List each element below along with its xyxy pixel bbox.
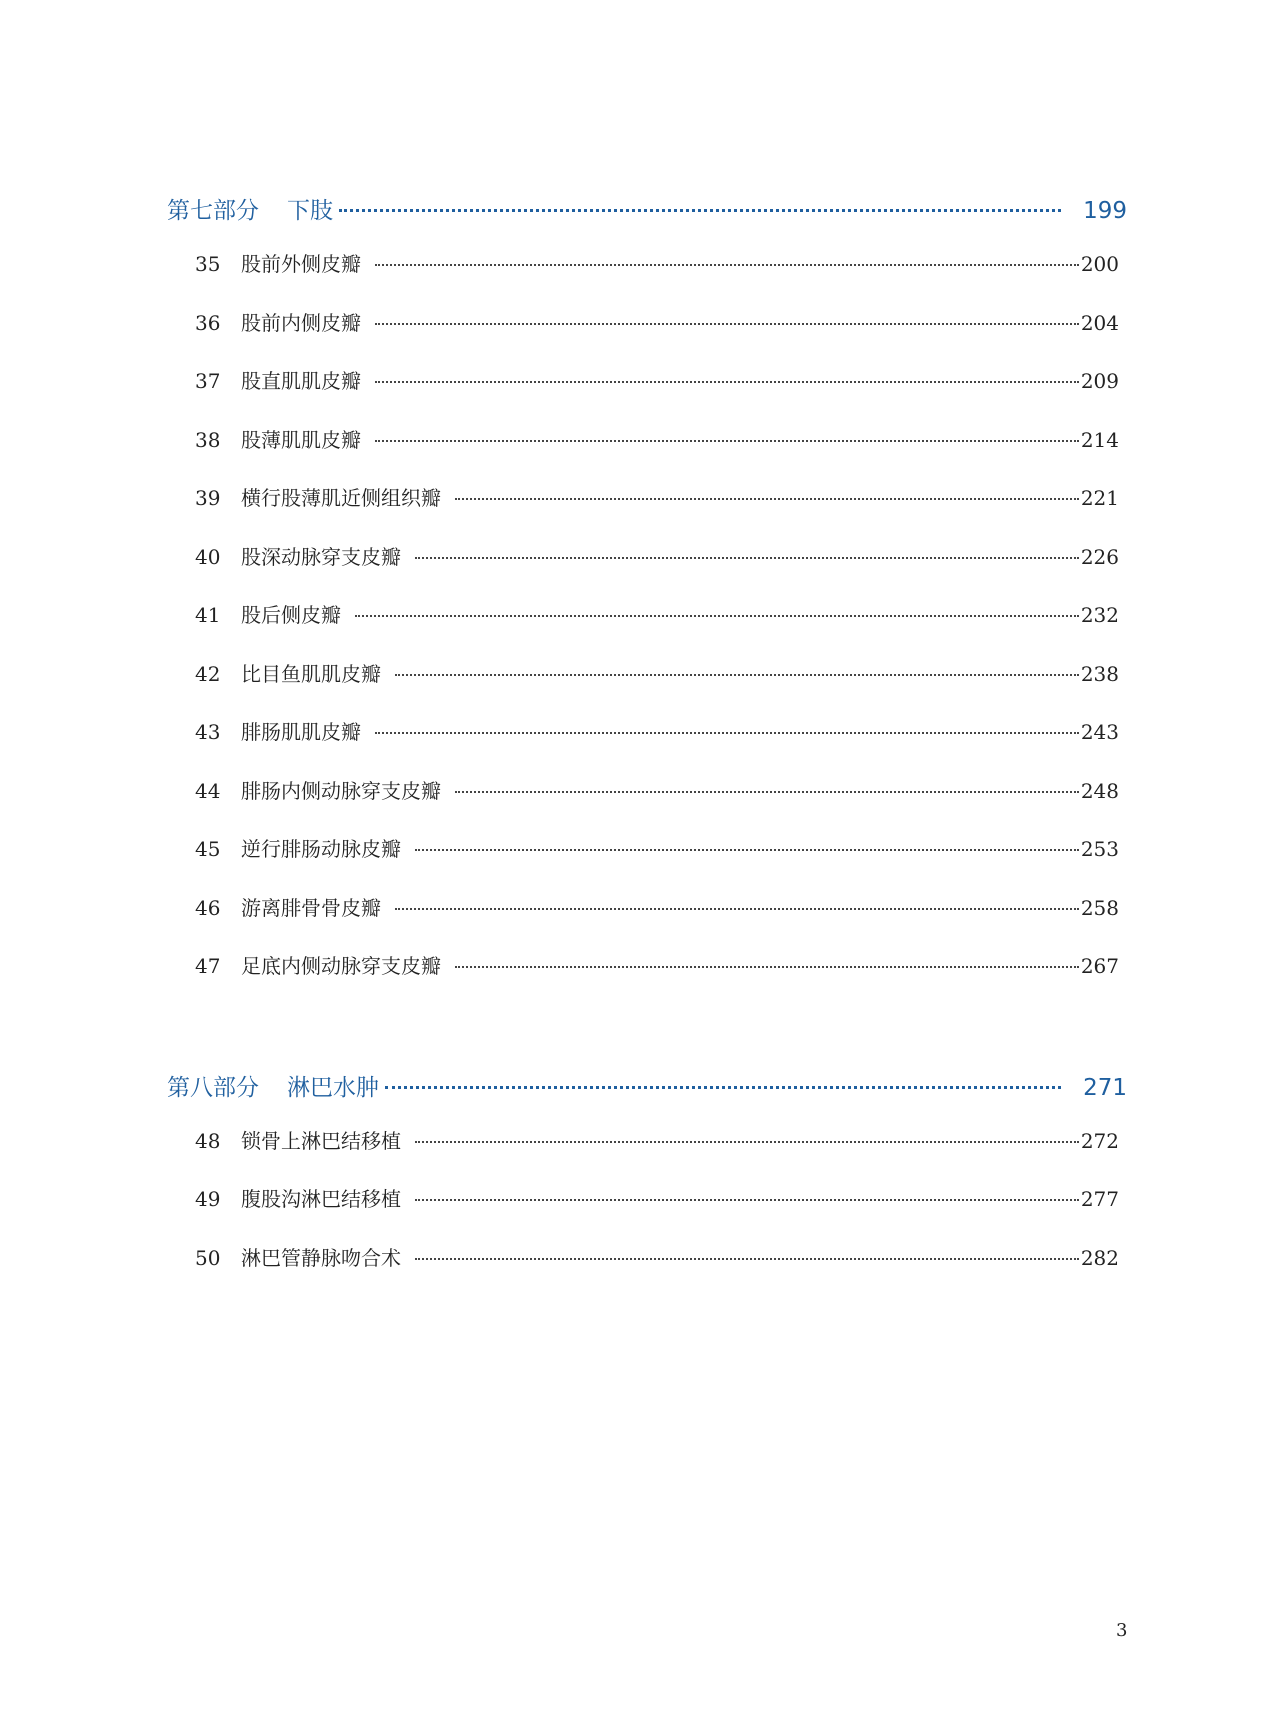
chapter-page-number: 258: [1080, 895, 1119, 920]
chapter-title: 股前内侧皮瓣: [241, 310, 361, 335]
chapter-page-number: 267: [1080, 954, 1119, 978]
chapter-page-number: 232: [1080, 603, 1119, 627]
dot-leader: [415, 557, 1079, 559]
chapter-title: 腓肠肌肌皮瓣: [241, 720, 361, 744]
chapter-number: 46: [195, 895, 221, 920]
chapter-number: 38: [195, 427, 221, 452]
chapter-number: 42: [195, 661, 221, 686]
chapter-number: 36: [195, 310, 221, 335]
chapter-title: 足底内侧动脉穿支皮瓣: [241, 954, 441, 978]
toc-entry[interactable]: [195, 950, 1119, 1009]
toc-entry[interactable]: [195, 482, 1119, 541]
chapter-title: 股前外侧皮瓣: [241, 252, 361, 276]
chapter-title: 腓肠内侧动脉穿支皮瓣: [241, 778, 441, 803]
chapter-page-number: 221: [1080, 486, 1119, 510]
toc-entry[interactable]: [195, 307, 1119, 366]
toc-entry[interactable]: [195, 833, 1119, 892]
dot-leader: [385, 1086, 1061, 1089]
chapter-page-number: 238: [1080, 661, 1119, 686]
part-heading-8[interactable]: [167, 1069, 1127, 1105]
dot-leader: [415, 1258, 1079, 1260]
chapter-page-number: 248: [1080, 778, 1119, 803]
toc-entry[interactable]: [195, 541, 1119, 600]
chapter-number: 41: [195, 603, 221, 627]
chapter-number: 39: [195, 486, 221, 510]
dot-leader: [375, 732, 1079, 734]
page-number: 3: [1116, 1620, 1128, 1641]
chapter-number: 37: [195, 369, 221, 393]
dot-leader: [375, 440, 1079, 442]
toc-entry[interactable]: [195, 365, 1119, 424]
chapter-page-number: 204: [1080, 310, 1119, 335]
chapter-page-number: 200: [1080, 252, 1119, 276]
chapter-number: 35: [195, 252, 221, 276]
dot-leader: [455, 791, 1079, 793]
chapter-number: 44: [195, 778, 221, 803]
toc-entry[interactable]: [195, 424, 1119, 483]
chapter-number: 43: [195, 720, 221, 744]
chapter-page-number: 209: [1080, 369, 1119, 393]
chapter-number: 49: [195, 1187, 221, 1211]
chapter-page-number: 226: [1080, 544, 1119, 569]
dot-leader: [395, 674, 1079, 676]
dot-leader: [375, 381, 1079, 383]
part-title: 淋巴水肿: [287, 1074, 379, 1101]
chapter-number: 48: [195, 1128, 221, 1153]
chapter-title: 股薄肌肌皮瓣: [241, 427, 361, 452]
chapter-number: 40: [195, 544, 221, 569]
toc-entry[interactable]: [195, 248, 1119, 307]
dot-leader: [455, 498, 1079, 500]
dot-leader: [375, 323, 1079, 325]
chapter-title: 股直肌肌皮瓣: [241, 369, 361, 393]
part-title: 下肢: [287, 198, 333, 224]
dot-leader: [415, 1199, 1079, 1201]
chapter-page-number: 243: [1080, 720, 1119, 744]
toc-entry[interactable]: [195, 892, 1119, 951]
table-of-contents: [167, 192, 1127, 1300]
toc-entry[interactable]: [195, 716, 1119, 775]
chapter-title: 逆行腓肠动脉皮瓣: [241, 837, 401, 861]
dot-leader: [355, 615, 1079, 617]
toc-entry[interactable]: [195, 658, 1119, 717]
chapter-title: 腹股沟淋巴结移植: [241, 1187, 401, 1211]
chapter-title: 锁骨上淋巴结移植: [241, 1128, 401, 1153]
chapter-title: 比目鱼肌肌皮瓣: [241, 661, 381, 686]
chapter-title: 股后侧皮瓣: [241, 603, 341, 627]
section-spacer: [167, 1009, 1127, 1069]
toc-entry[interactable]: [195, 1183, 1119, 1242]
chapter-page-number: 277: [1080, 1187, 1119, 1211]
toc-entry[interactable]: [195, 599, 1119, 658]
chapter-title: 淋巴管静脉吻合术: [241, 1245, 401, 1270]
dot-leader: [455, 966, 1079, 968]
toc-entry[interactable]: [195, 1242, 1119, 1301]
part-page-number: 199: [1083, 198, 1127, 224]
dot-leader: [415, 1141, 1079, 1143]
chapter-title: 股深动脉穿支皮瓣: [241, 544, 401, 569]
chapter-page-number: 214: [1080, 427, 1119, 452]
dot-leader: [375, 264, 1079, 266]
part-label: 第七部分: [167, 198, 259, 224]
toc-entry[interactable]: [195, 775, 1119, 834]
chapter-title: 游离腓骨骨皮瓣: [241, 895, 381, 920]
dot-leader: [415, 849, 1079, 851]
part-heading-7[interactable]: [167, 192, 1127, 228]
chapter-number: 50: [195, 1245, 221, 1270]
chapter-number: 47: [195, 954, 221, 978]
chapter-title: 横行股薄肌近侧组织瓣: [241, 486, 441, 510]
part-label: 第八部分: [167, 1074, 259, 1101]
chapter-number: 45: [195, 837, 221, 861]
dot-leader: [395, 908, 1079, 910]
dot-leader: [339, 209, 1061, 212]
part-page-number: 271: [1083, 1074, 1127, 1101]
chapter-page-number: 272: [1080, 1128, 1119, 1153]
chapter-page-number: 282: [1080, 1245, 1119, 1270]
chapter-page-number: 253: [1080, 837, 1119, 861]
toc-entry[interactable]: [195, 1125, 1119, 1184]
